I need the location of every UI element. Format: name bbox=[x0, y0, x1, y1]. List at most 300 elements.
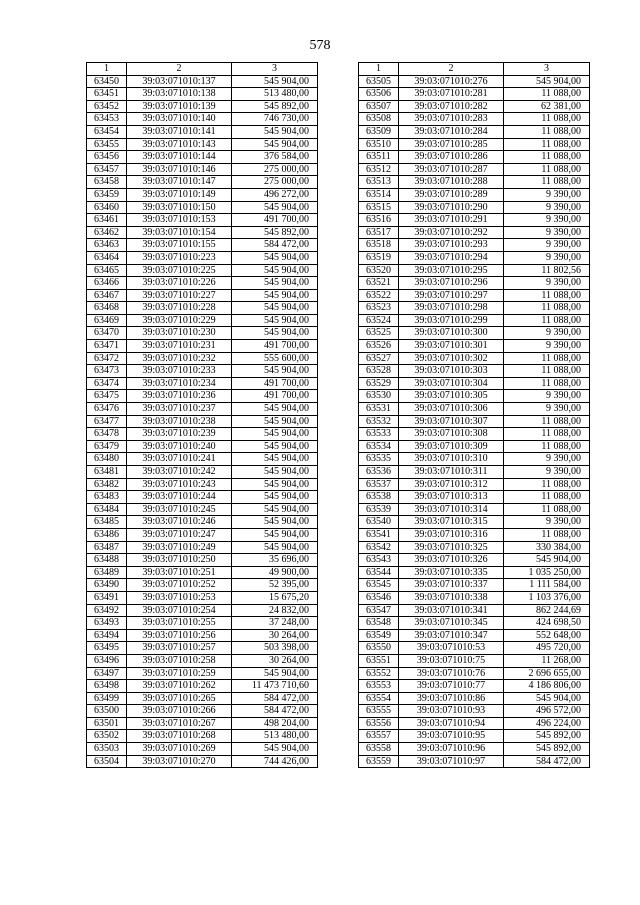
value: 491 700,00 bbox=[232, 390, 318, 403]
left-table bbox=[86, 62, 318, 768]
cadastral-number: 39:03:071010:236 bbox=[127, 390, 232, 403]
cadastral-number: 39:03:071010:326 bbox=[399, 554, 504, 567]
cadastral-number: 39:03:071010:240 bbox=[127, 440, 232, 453]
value: 9 390,00 bbox=[504, 466, 590, 479]
value: 9 390,00 bbox=[504, 327, 590, 340]
table-row bbox=[87, 239, 318, 252]
cadastral-number: 39:03:071010:313 bbox=[399, 491, 504, 504]
cadastral-number: 39:03:071010:295 bbox=[399, 264, 504, 277]
table-row bbox=[359, 125, 590, 138]
cadastral-number: 39:03:071010:93 bbox=[399, 705, 504, 718]
table-row bbox=[87, 251, 318, 264]
cadastral-number: 39:03:071010:306 bbox=[399, 403, 504, 416]
cadastral-number: 39:03:071010:242 bbox=[127, 466, 232, 479]
cadastral-number: 39:03:071010:289 bbox=[399, 188, 504, 201]
value: 11 088,00 bbox=[504, 88, 590, 101]
row-number: 63453 bbox=[87, 113, 127, 126]
cadastral-number: 39:03:071010:232 bbox=[127, 352, 232, 365]
table-row bbox=[87, 390, 318, 403]
cadastral-number: 39:03:071010:234 bbox=[127, 377, 232, 390]
table-row bbox=[359, 528, 590, 541]
table-row bbox=[87, 428, 318, 441]
value: 498 204,00 bbox=[232, 717, 318, 730]
table-row bbox=[87, 604, 318, 617]
value: 11 268,00 bbox=[504, 654, 590, 667]
cadastral-number: 39:03:071010:269 bbox=[127, 743, 232, 756]
table-row bbox=[359, 314, 590, 327]
row-number: 63464 bbox=[87, 251, 127, 264]
cadastral-number: 39:03:071010:292 bbox=[399, 226, 504, 239]
table-row bbox=[87, 365, 318, 378]
table-row bbox=[87, 226, 318, 239]
cadastral-number: 39:03:071010:230 bbox=[127, 327, 232, 340]
table-row bbox=[87, 478, 318, 491]
table-row bbox=[87, 629, 318, 642]
table-row bbox=[87, 151, 318, 164]
value: 52 395,00 bbox=[232, 579, 318, 592]
row-number: 63475 bbox=[87, 390, 127, 403]
value: 555 600,00 bbox=[232, 352, 318, 365]
value: 275 000,00 bbox=[232, 176, 318, 189]
table-row bbox=[87, 201, 318, 214]
cadastral-number: 39:03:071010:309 bbox=[399, 440, 504, 453]
cadastral-number: 39:03:071010:310 bbox=[399, 453, 504, 466]
table-row bbox=[87, 667, 318, 680]
cadastral-number: 39:03:071010:141 bbox=[127, 125, 232, 138]
row-number: 63529 bbox=[359, 377, 399, 390]
table-row bbox=[359, 390, 590, 403]
table-row bbox=[359, 75, 590, 88]
row-number: 63492 bbox=[87, 604, 127, 617]
cadastral-number: 39:03:071010:299 bbox=[399, 314, 504, 327]
table-row bbox=[359, 667, 590, 680]
table-row bbox=[87, 554, 318, 567]
value: 584 472,00 bbox=[232, 705, 318, 718]
row-number: 63474 bbox=[87, 377, 127, 390]
table-row bbox=[87, 75, 318, 88]
row-number: 63505 bbox=[359, 75, 399, 88]
cadastral-number: 39:03:071010:237 bbox=[127, 403, 232, 416]
cadastral-number: 39:03:071010:284 bbox=[399, 125, 504, 138]
table-row bbox=[359, 743, 590, 756]
cadastral-number: 39:03:071010:304 bbox=[399, 377, 504, 390]
row-number: 63490 bbox=[87, 579, 127, 592]
row-number: 63460 bbox=[87, 201, 127, 214]
cadastral-number: 39:03:071010:300 bbox=[399, 327, 504, 340]
value: 9 390,00 bbox=[504, 390, 590, 403]
cadastral-number: 39:03:071010:223 bbox=[127, 251, 232, 264]
value: 545 904,00 bbox=[232, 453, 318, 466]
cadastral-number: 39:03:071010:233 bbox=[127, 365, 232, 378]
cadastral-number: 39:03:071010:265 bbox=[127, 692, 232, 705]
table-row bbox=[359, 226, 590, 239]
row-number: 63455 bbox=[87, 138, 127, 151]
row-number: 63488 bbox=[87, 554, 127, 567]
value: 11 088,00 bbox=[504, 352, 590, 365]
value: 545 904,00 bbox=[232, 466, 318, 479]
table-row bbox=[359, 365, 590, 378]
row-number: 63531 bbox=[359, 403, 399, 416]
table-row bbox=[87, 692, 318, 705]
value: 545 904,00 bbox=[232, 516, 318, 529]
table-row bbox=[87, 642, 318, 655]
row-number: 63486 bbox=[87, 528, 127, 541]
cadastral-number: 39:03:071010:266 bbox=[127, 705, 232, 718]
table-row bbox=[87, 100, 318, 113]
table-row bbox=[87, 541, 318, 554]
row-number: 63550 bbox=[359, 642, 399, 655]
table-row bbox=[87, 617, 318, 630]
value: 11 088,00 bbox=[504, 428, 590, 441]
cadastral-number: 39:03:071010:252 bbox=[127, 579, 232, 592]
row-number: 63476 bbox=[87, 403, 127, 416]
table-row bbox=[87, 579, 318, 592]
cadastral-number: 39:03:071010:147 bbox=[127, 176, 232, 189]
cadastral-number: 39:03:071010:268 bbox=[127, 730, 232, 743]
row-number: 63503 bbox=[87, 743, 127, 756]
cadastral-number: 39:03:071010:345 bbox=[399, 617, 504, 630]
table-row bbox=[87, 138, 318, 151]
value: 9 390,00 bbox=[504, 403, 590, 416]
cadastral-number: 39:03:071010:314 bbox=[399, 503, 504, 516]
row-number: 63522 bbox=[359, 289, 399, 302]
table-row bbox=[359, 352, 590, 365]
row-number: 63514 bbox=[359, 188, 399, 201]
value: 11 088,00 bbox=[504, 440, 590, 453]
header-row bbox=[87, 63, 318, 76]
row-number: 63546 bbox=[359, 591, 399, 604]
cadastral-number: 39:03:071010:231 bbox=[127, 340, 232, 353]
table-row bbox=[359, 591, 590, 604]
value: 11 088,00 bbox=[504, 289, 590, 302]
value: 545 904,00 bbox=[232, 541, 318, 554]
row-number: 63471 bbox=[87, 340, 127, 353]
value: 24 832,00 bbox=[232, 604, 318, 617]
row-number: 63458 bbox=[87, 176, 127, 189]
cadastral-number: 39:03:071010:97 bbox=[399, 755, 504, 768]
row-number: 63459 bbox=[87, 188, 127, 201]
value: 11 088,00 bbox=[504, 365, 590, 378]
table-row bbox=[359, 755, 590, 768]
cadastral-number: 39:03:071010:294 bbox=[399, 251, 504, 264]
value: 37 248,00 bbox=[232, 617, 318, 630]
value: 9 390,00 bbox=[504, 516, 590, 529]
cadastral-number: 39:03:071010:270 bbox=[127, 755, 232, 768]
row-number: 63468 bbox=[87, 302, 127, 315]
table-row bbox=[87, 566, 318, 579]
table-row bbox=[87, 440, 318, 453]
cadastral-number: 39:03:071010:255 bbox=[127, 617, 232, 630]
cadastral-number: 39:03:071010:241 bbox=[127, 453, 232, 466]
cadastral-number: 39:03:071010:243 bbox=[127, 478, 232, 491]
table-row bbox=[87, 491, 318, 504]
row-number: 63516 bbox=[359, 214, 399, 227]
value: 545 904,00 bbox=[232, 302, 318, 315]
column-header-1: 1 bbox=[359, 63, 399, 76]
row-number: 63521 bbox=[359, 277, 399, 290]
row-number: 63478 bbox=[87, 428, 127, 441]
table-row bbox=[359, 176, 590, 189]
row-number: 63494 bbox=[87, 629, 127, 642]
table-row bbox=[359, 100, 590, 113]
table-row bbox=[87, 755, 318, 768]
row-number: 63552 bbox=[359, 667, 399, 680]
table-row bbox=[359, 239, 590, 252]
table-row bbox=[87, 705, 318, 718]
table-row bbox=[87, 314, 318, 327]
row-number: 63512 bbox=[359, 163, 399, 176]
table-row bbox=[87, 403, 318, 416]
table-row bbox=[359, 377, 590, 390]
row-number: 63491 bbox=[87, 591, 127, 604]
value: 746 730,00 bbox=[232, 113, 318, 126]
cadastral-number: 39:03:071010:281 bbox=[399, 88, 504, 101]
cadastral-number: 39:03:071010:154 bbox=[127, 226, 232, 239]
table-row bbox=[87, 453, 318, 466]
value: 11 088,00 bbox=[504, 125, 590, 138]
value: 545 904,00 bbox=[232, 667, 318, 680]
value: 545 904,00 bbox=[232, 201, 318, 214]
row-number: 63499 bbox=[87, 692, 127, 705]
cadastral-number: 39:03:071010:140 bbox=[127, 113, 232, 126]
table-row bbox=[359, 730, 590, 743]
value: 545 904,00 bbox=[232, 478, 318, 491]
value: 495 720,00 bbox=[504, 642, 590, 655]
cadastral-number: 39:03:071010:257 bbox=[127, 642, 232, 655]
cadastral-number: 39:03:071010:139 bbox=[127, 100, 232, 113]
table-row bbox=[359, 503, 590, 516]
cadastral-number: 39:03:071010:229 bbox=[127, 314, 232, 327]
value: 496 272,00 bbox=[232, 188, 318, 201]
row-number: 63506 bbox=[359, 88, 399, 101]
table-row bbox=[87, 125, 318, 138]
table-row bbox=[359, 642, 590, 655]
table-row bbox=[87, 415, 318, 428]
table-row bbox=[359, 478, 590, 491]
value: 9 390,00 bbox=[504, 251, 590, 264]
row-number: 63545 bbox=[359, 579, 399, 592]
row-number: 63558 bbox=[359, 743, 399, 756]
value: 30 264,00 bbox=[232, 654, 318, 667]
row-number: 63543 bbox=[359, 554, 399, 567]
row-number: 63540 bbox=[359, 516, 399, 529]
table-row bbox=[359, 440, 590, 453]
value: 584 472,00 bbox=[232, 692, 318, 705]
value: 545 904,00 bbox=[504, 75, 590, 88]
row-number: 63489 bbox=[87, 566, 127, 579]
cadastral-number: 39:03:071010:267 bbox=[127, 717, 232, 730]
row-number: 63559 bbox=[359, 755, 399, 768]
table-row bbox=[87, 163, 318, 176]
cadastral-number: 39:03:071010:337 bbox=[399, 579, 504, 592]
table-row bbox=[359, 340, 590, 353]
right-table-body bbox=[359, 75, 590, 768]
table-row bbox=[359, 264, 590, 277]
value: 545 904,00 bbox=[232, 277, 318, 290]
row-number: 63526 bbox=[359, 340, 399, 353]
cadastral-number: 39:03:071010:150 bbox=[127, 201, 232, 214]
cadastral-number: 39:03:071010:293 bbox=[399, 239, 504, 252]
cadastral-number: 39:03:071010:96 bbox=[399, 743, 504, 756]
row-number: 63500 bbox=[87, 705, 127, 718]
value: 545 892,00 bbox=[232, 226, 318, 239]
cadastral-number: 39:03:071010:282 bbox=[399, 100, 504, 113]
value: 584 472,00 bbox=[504, 755, 590, 768]
value: 4 186 806,00 bbox=[504, 680, 590, 693]
value: 552 648,00 bbox=[504, 629, 590, 642]
cadastral-number: 39:03:071010:53 bbox=[399, 642, 504, 655]
cadastral-number: 39:03:071010:305 bbox=[399, 390, 504, 403]
row-number: 63461 bbox=[87, 214, 127, 227]
row-number: 63457 bbox=[87, 163, 127, 176]
table-row bbox=[87, 503, 318, 516]
value: 513 480,00 bbox=[232, 730, 318, 743]
row-number: 63463 bbox=[87, 239, 127, 252]
table-row bbox=[359, 138, 590, 151]
table-row bbox=[359, 214, 590, 227]
value: 11 473 710,60 bbox=[232, 680, 318, 693]
value: 9 390,00 bbox=[504, 277, 590, 290]
table-row bbox=[359, 113, 590, 126]
row-number: 63473 bbox=[87, 365, 127, 378]
value: 1 103 376,00 bbox=[504, 591, 590, 604]
table-row bbox=[87, 528, 318, 541]
page-number: 578 bbox=[309, 38, 331, 53]
value: 545 904,00 bbox=[232, 491, 318, 504]
table-row bbox=[359, 554, 590, 567]
column-header-1: 1 bbox=[87, 63, 127, 76]
table-row bbox=[359, 163, 590, 176]
cadastral-number: 39:03:071010:316 bbox=[399, 528, 504, 541]
value: 11 088,00 bbox=[504, 302, 590, 315]
column-header-3: 3 bbox=[504, 63, 590, 76]
cadastral-number: 39:03:071010:94 bbox=[399, 717, 504, 730]
row-number: 63451 bbox=[87, 88, 127, 101]
value: 545 904,00 bbox=[232, 365, 318, 378]
row-number: 63553 bbox=[359, 680, 399, 693]
cadastral-number: 39:03:071010:239 bbox=[127, 428, 232, 441]
cadastral-number: 39:03:071010:290 bbox=[399, 201, 504, 214]
table-row bbox=[87, 113, 318, 126]
table-row bbox=[87, 352, 318, 365]
value: 496 224,00 bbox=[504, 717, 590, 730]
value: 11 088,00 bbox=[504, 176, 590, 189]
table-row bbox=[87, 188, 318, 201]
cadastral-number: 39:03:071010:287 bbox=[399, 163, 504, 176]
cadastral-number: 39:03:071010:298 bbox=[399, 302, 504, 315]
value: 11 088,00 bbox=[504, 503, 590, 516]
table-row bbox=[87, 516, 318, 529]
cadastral-number: 39:03:071010:246 bbox=[127, 516, 232, 529]
row-number: 63467 bbox=[87, 289, 127, 302]
row-number: 63511 bbox=[359, 151, 399, 164]
table-row bbox=[359, 188, 590, 201]
table-row bbox=[359, 453, 590, 466]
row-number: 63498 bbox=[87, 680, 127, 693]
cadastral-number: 39:03:071010:155 bbox=[127, 239, 232, 252]
row-number: 63497 bbox=[87, 667, 127, 680]
cadastral-number: 39:03:071010:228 bbox=[127, 302, 232, 315]
row-number: 63452 bbox=[87, 100, 127, 113]
value: 330 384,00 bbox=[504, 541, 590, 554]
row-number: 63484 bbox=[87, 503, 127, 516]
cadastral-number: 39:03:071010:250 bbox=[127, 554, 232, 567]
row-number: 63462 bbox=[87, 226, 127, 239]
cadastral-number: 39:03:071010:86 bbox=[399, 692, 504, 705]
cadastral-number: 39:03:071010:307 bbox=[399, 415, 504, 428]
row-number: 63483 bbox=[87, 491, 127, 504]
table-row bbox=[359, 201, 590, 214]
value: 11 088,00 bbox=[504, 478, 590, 491]
table-row bbox=[359, 566, 590, 579]
value: 11 088,00 bbox=[504, 415, 590, 428]
table-row bbox=[87, 743, 318, 756]
value: 9 390,00 bbox=[504, 453, 590, 466]
table-row bbox=[359, 604, 590, 617]
table-row bbox=[87, 214, 318, 227]
value: 545 904,00 bbox=[504, 692, 590, 705]
row-number: 63524 bbox=[359, 314, 399, 327]
cadastral-number: 39:03:071010:285 bbox=[399, 138, 504, 151]
row-number: 63508 bbox=[359, 113, 399, 126]
row-number: 63541 bbox=[359, 528, 399, 541]
row-number: 63538 bbox=[359, 491, 399, 504]
table-row bbox=[359, 277, 590, 290]
cadastral-number: 39:03:071010:225 bbox=[127, 264, 232, 277]
table-row bbox=[87, 88, 318, 101]
cadastral-number: 39:03:071010:303 bbox=[399, 365, 504, 378]
table-row bbox=[87, 591, 318, 604]
row-number: 63523 bbox=[359, 302, 399, 315]
value: 545 904,00 bbox=[232, 503, 318, 516]
cadastral-number: 39:03:071010:238 bbox=[127, 415, 232, 428]
row-number: 63554 bbox=[359, 692, 399, 705]
row-number: 63502 bbox=[87, 730, 127, 743]
value: 9 390,00 bbox=[504, 340, 590, 353]
value: 9 390,00 bbox=[504, 226, 590, 239]
cadastral-number: 39:03:071010:296 bbox=[399, 277, 504, 290]
row-number: 63520 bbox=[359, 264, 399, 277]
row-number: 63487 bbox=[87, 541, 127, 554]
table-row bbox=[359, 88, 590, 101]
row-number: 63549 bbox=[359, 629, 399, 642]
value: 496 572,00 bbox=[504, 705, 590, 718]
cadastral-number: 39:03:071010:308 bbox=[399, 428, 504, 441]
row-number: 63544 bbox=[359, 566, 399, 579]
row-number: 63517 bbox=[359, 226, 399, 239]
value: 545 904,00 bbox=[232, 314, 318, 327]
column-header-2: 2 bbox=[127, 63, 232, 76]
cadastral-number: 39:03:071010:297 bbox=[399, 289, 504, 302]
row-number: 63515 bbox=[359, 201, 399, 214]
table-row bbox=[359, 541, 590, 554]
value: 11 088,00 bbox=[504, 314, 590, 327]
row-number: 63528 bbox=[359, 365, 399, 378]
cadastral-number: 39:03:071010:302 bbox=[399, 352, 504, 365]
row-number: 63513 bbox=[359, 176, 399, 189]
value: 11 088,00 bbox=[504, 138, 590, 151]
row-number: 63501 bbox=[87, 717, 127, 730]
cadastral-number: 39:03:071010:286 bbox=[399, 151, 504, 164]
value: 545 904,00 bbox=[232, 528, 318, 541]
cadastral-number: 39:03:071010:244 bbox=[127, 491, 232, 504]
column-header-2: 2 bbox=[399, 63, 504, 76]
value: 545 892,00 bbox=[232, 100, 318, 113]
row-number: 63556 bbox=[359, 717, 399, 730]
cadastral-number: 39:03:071010:259 bbox=[127, 667, 232, 680]
table-row bbox=[359, 466, 590, 479]
value: 11 088,00 bbox=[504, 491, 590, 504]
